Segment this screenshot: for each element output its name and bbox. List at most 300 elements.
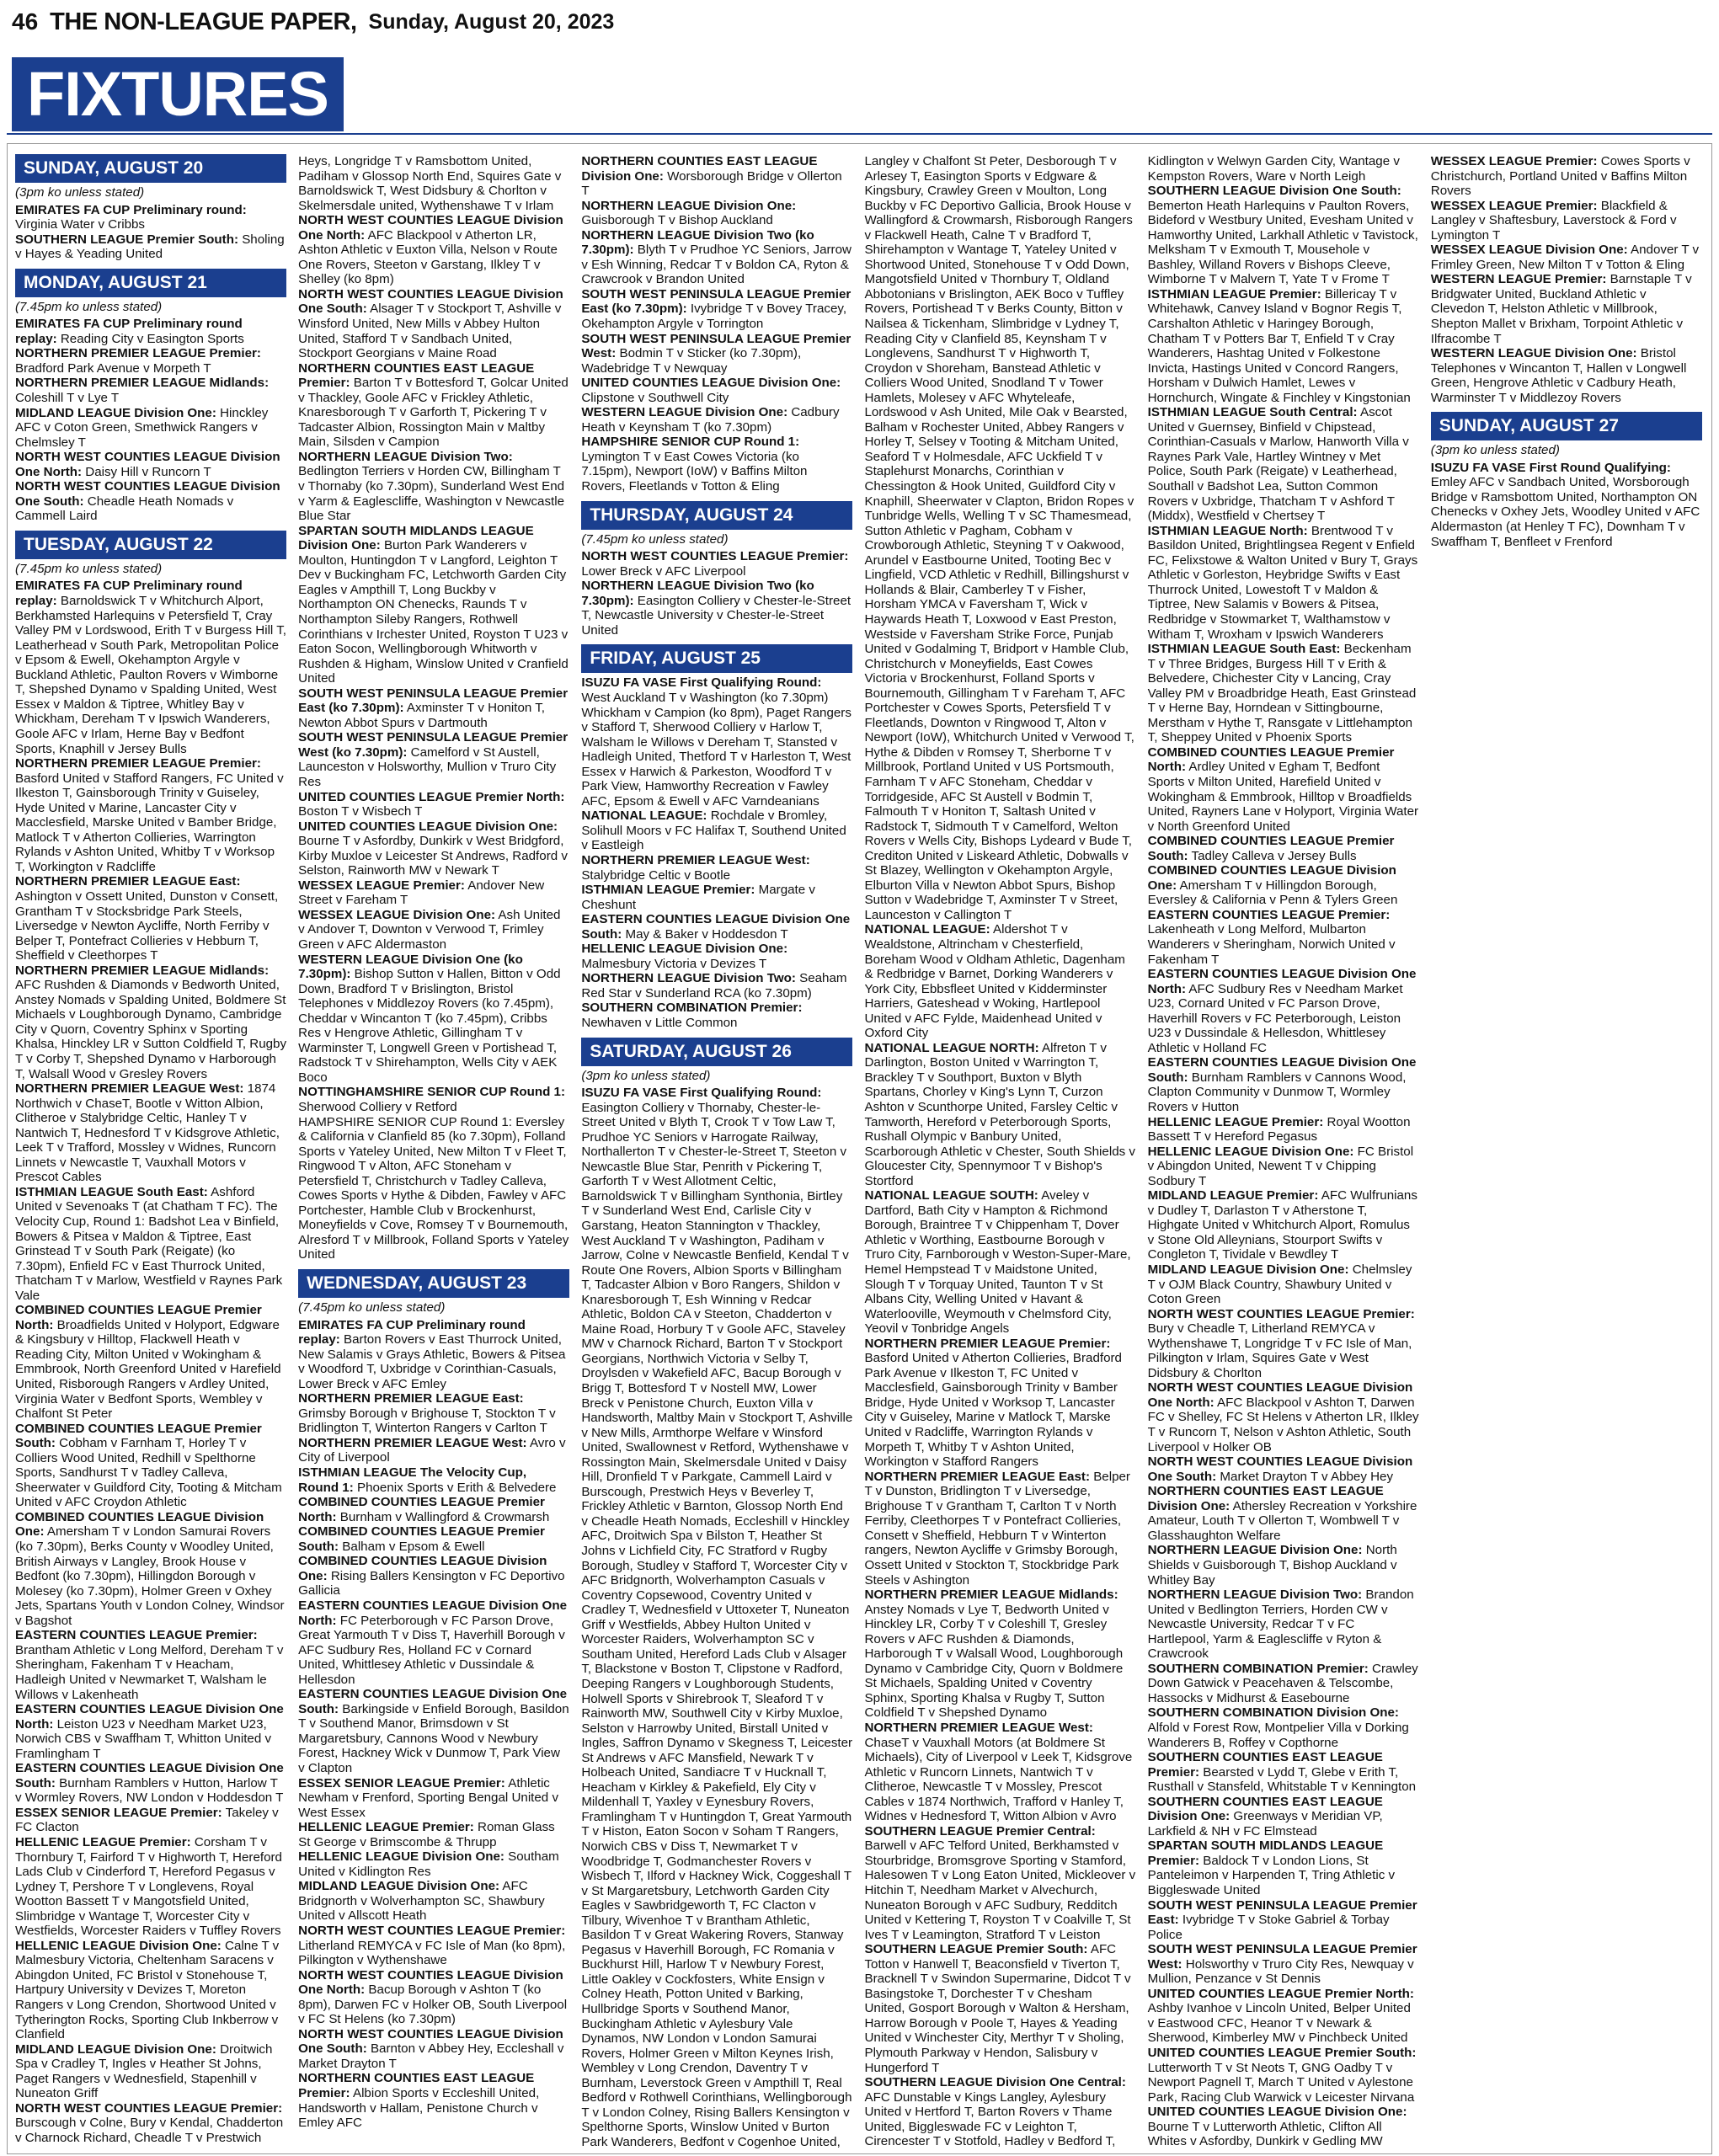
competition-name: EASTERN COUNTIES LEAGUE Division One South:: [1147, 1055, 1417, 1085]
competition-name: WESSEX LEAGUE Division One:: [1430, 243, 1628, 258]
competition-name: SOUTHERN LEAGUE Premier Central:: [864, 1823, 1096, 1838]
competition-name: SOUTHERN LEAGUE Premier South:: [864, 1942, 1088, 1957]
section-title-bar: [7, 57, 1712, 135]
competition-name: NORTHERN PREMIER LEAGUE West:: [581, 852, 810, 867]
fixture-list: FC Peterborough v FC Parson Drove, Great Yarmouth T v Diss T, Haverhill Borough v AFC Sudbury Res, Holland FC v Cornard United, Whittlesey Athletic v Dussindale & Hellesdon: [298, 1613, 565, 1687]
fixture-list: Billericay T v Whitehawk, Canvey Island v Bognor Regis T, Carshalton Athletic v Haringey Borough, Chatham T v Potters Bar T, Enfield T v Cray Wanderers, Hashtag United v Folkestone Invicta, Hastings United v Concord Rangers, Horsham v Dulwich Hamlet, Lewes v Hornchurch, Wingate & Finchley v Kingstonian: [1147, 286, 1411, 405]
fixture-entry: [1148, 1987, 1419, 2046]
competition-name: NORTH WEST COUNTIES LEAGUE Division One North:: [15, 450, 280, 479]
fixture-list: Bourne T v Lutterworth Athletic, Clifton All Whites v Asfordby, Dunkirk v Gedling MW: [1147, 2119, 1383, 2149]
fixture-list: Litherland REMYCA v FC Isle of Man (ko 8pm), Pilkington v Wythenshawe: [298, 1938, 566, 1968]
fixture-entry: [1148, 1898, 1419, 1943]
fixture-list: Lymington T v East Cowes Victoria (ko 7.15pm), Newport (IoW) v Baffins Milton Rovers, Fleetlands v Totton & Eling: [581, 449, 808, 494]
fixture-entry: [15, 963, 286, 1081]
fixture-list: Southam United v Kidlington Res: [298, 1849, 559, 1879]
competition-name: NATIONAL LEAGUE:: [581, 808, 707, 824]
fixture-list: Broadfields United v Holyport, Edgware & Kingsbury v Hilltop, Flackwell Heath v Reading City, Milton United v Wokingham & Emmbrook, North Greenford United v Harefield United, Risborough Rangers v Ardley United, Virginia Water v Bedfont Sports, Wembley v Chalfont St Peter: [15, 1317, 281, 1422]
fixture-entry: [1148, 642, 1419, 745]
fixture-list: Royal Wootton Bassett T v Hereford Pegasus: [1147, 1114, 1411, 1145]
competition-name: HELLENIC LEAGUE Division One:: [298, 1849, 504, 1865]
competition-name: NORTHERN PREMIER LEAGUE East:: [15, 874, 241, 889]
competition-name: ISTHMIAN LEAGUE The Velocity Cup, Round 1:: [298, 1465, 527, 1495]
fixture-list: Baldock T v London Lions, St Panteleimon v Harpenden T, Tring Athletic v Biggleswade United: [1147, 1853, 1396, 1897]
competition-name: EASTERN COUNTIES LEAGUE Division One South:: [15, 1761, 284, 1790]
competition-name: ISTHMIAN LEAGUE South East:: [1147, 642, 1341, 657]
fixture-list: Crawley Down Gatwick v Peacehaven & Telscombe, Hassocks v Midhurst & Easebourne: [1147, 1661, 1418, 1705]
competition-name: ISTHMIAN LEAGUE North:: [1147, 523, 1308, 538]
fixture-entry: [581, 199, 852, 228]
competition-name: HELLENIC LEAGUE Division One:: [1147, 1144, 1354, 1159]
fixture-list: Bemerton Heath Harlequins v Paulton Rovers, Bideford v Westbury United, Evesham United v Hamworthy United, Larkhall Athletic v Tavistock, Melksham T v Exmouth T, Mousehole v Bashley, Willand Rovers v Bishops Cleeve, Wimborne T v Malvern T, Yate T v Frome T: [1147, 198, 1418, 287]
fixture-list: Droitwich Spa v Cradley T, Ingles v Heather St Johns, Paget Rangers v Wednesfield, Stapenhill v Nuneaton Griff: [15, 2041, 273, 2101]
competition-name: ISUZU FA VASE First Qualifying Round:: [581, 675, 822, 691]
fixture-entry: [1148, 967, 1419, 1055]
fixture-entry: [15, 203, 286, 232]
fixture-entry: [298, 1495, 569, 1524]
fixture-list: Tadley Calleva v Jersey Bulls: [1188, 848, 1357, 863]
fixture-entry: [15, 1510, 286, 1628]
fixture-entry: [1148, 1795, 1419, 1839]
fixture-entry: [298, 790, 569, 819]
fixture-entry: [15, 1761, 286, 1806]
competition-name: EMIRATES FA CUP Preliminary round:: [15, 202, 247, 217]
fixture-entry: [15, 1806, 286, 1835]
fixture-list: Market Drayton T v Abbey Hey: [1216, 1469, 1394, 1484]
fixture-list: Hinckley AFC v Coton Green, Smethwick Rangers v Chelmsley T: [15, 405, 269, 450]
competition-name: SOUTHERN COMBINATION Premier:: [581, 1001, 803, 1016]
fixture-entry: [15, 376, 286, 405]
fixture-list: Burnham Ramblers v Cannons Wood, Clapton Community v Dunmow T, Wormley Rovers v Hutton: [1147, 1070, 1407, 1114]
fixture-list: Chelmsley T v OJM Black Country, Shawbury United v Coton Green: [1147, 1262, 1412, 1307]
fixture-entry: [15, 1939, 286, 2042]
competition-name: HELLENIC LEAGUE Premier:: [1147, 1114, 1324, 1129]
competition-name: MIDLAND LEAGUE Division One:: [1147, 1262, 1349, 1278]
fixture-list: Barnoldswick T v Whitchurch Alport, Berkhamsted Harlequins v Petersfield T, Cray Valley PM v Lordswood, Erith T v Burgess Hill T, Leatherhead v South Park, Metropolitan Police v Epsom & Ewell, Okehampton Argyle v Buckland Athletic, Paulton Rovers v Wimborne T, Shepshed Dynamo v Spalding United, West Essex v Maldon & Tiptree, Whitley Bay v Whickham, Dereham T v Ipswich Wanderers, Goole AFC v Irlam, Herne Bay v Bedfont Sports, Knaphill v Jersey Bulls: [15, 594, 287, 756]
fixture-list: Calne T v Malmesbury Victoria, Cheltenham Saracens v Abingdon United, FC Bristol v Stonehouse T, Hartpury University v Devizes T, Moreton Rangers v Long Crendon, Shortwood United v Tytherington Rocks, Sporting Club Inkberrow v Clanfield: [15, 1938, 280, 2042]
competition-name: ISTHMIAN LEAGUE Premier:: [581, 883, 755, 898]
fixture-entry: [581, 376, 852, 405]
kickoff-note: (7.45pm ko unless stated): [15, 299, 163, 314]
fixture-list: Worsborough Bridge v Ollerton T: [581, 168, 842, 199]
competition-name: UNITED COUNTIES LEAGUE Division One:: [581, 376, 841, 391]
fixture-entry: [1148, 2046, 1419, 2105]
competition-name: NORTHERN PREMIER LEAGUE Premier:: [864, 1336, 1111, 1351]
competition-name: EMIRATES FA CUP Preliminary round replay:: [15, 579, 243, 609]
fixture-list: Guisborough T v Bishop Auckland: [581, 213, 773, 228]
fixture-list: Takeley v FC Clacton: [15, 1805, 279, 1835]
competition-name: SOUTHERN COUNTIES EAST LEAGUE Premier:: [1147, 1750, 1383, 1780]
competition-name: MIDLAND LEAGUE Division One:: [298, 1879, 500, 1894]
fixture-entry: [1148, 745, 1419, 834]
fixture-list: Ashington v Ossett United, Dunston v Consett, Grantham T v Stocksbridge Park Steels, Liversedge v Newton Aycliffe, North Ferriby v Belper T, Pontefract Collieries v Hebburn T, Sheffield v Cleethorpes T: [15, 889, 279, 963]
competition-name: NORTH WEST COUNTIES LEAGUE Premier:: [298, 1923, 566, 1938]
competition-name: NORTHERN LEAGUE Division One:: [1147, 1543, 1363, 1558]
fixture-entry: [1431, 346, 1702, 405]
competition-name: EASTERN COUNTIES LEAGUE Division One South:: [298, 1687, 567, 1716]
fixture-entry: [15, 317, 286, 346]
fixture-entry: [15, 1702, 286, 1761]
kickoff-note: (7.45pm ko unless stated): [15, 561, 163, 576]
fixture-entry: [864, 1824, 1135, 1942]
fixture-list: AFC Totton v Hanwell T, Beaconsfield v Tiverton T, Bracknell T v Swindon Supermarine, Didcot T v Basingstoke T, Dorchester T v Chesham United, Gosport Borough v Walton & Hersham, Harrow Borough v Poole T, Hayes & Yeading United v Winchester City, Merthyr T v Sholing, Plymouth Parkway v Hendon, Salisbury v Hungerford T: [864, 1942, 1131, 2075]
fixture-entry: [298, 1436, 569, 1465]
fixture-entry: [1148, 834, 1419, 863]
fixture-entry: [298, 361, 569, 450]
kickoff-note: (7.45pm ko unless stated): [298, 1300, 446, 1315]
fixture-entry: [1148, 2105, 1419, 2149]
fixture-list: AFC Blackpool v Atherton LR, Ashton Athletic v Euxton Villa, Nelson v Route One Rovers, Steeton v Garstang, Ilkley T v Shelley (ko 8pm): [298, 227, 558, 287]
competition-name: NORTHERN PREMIER LEAGUE East:: [864, 1469, 1090, 1484]
fixture-list: Alsager T v Stockport T, Ashville v Winsford United, New Mills v Abbey Hulton United, Stafford T v Sandbach United, Stockport Georgians v Maine Road: [298, 302, 562, 361]
day-heading: TUESDAY, AUGUST 22: [15, 531, 286, 559]
fixture-entry: [298, 2027, 569, 2072]
competition-name: NORTHERN PREMIER LEAGUE Midlands:: [864, 1588, 1118, 1603]
fixture-list: Aldershot T v Wealdstone, Altrincham v Chesterfield, Boreham Wood v Oldham Athletic, Dagenham & Redbridge v Barnet, Dorking Wanderers v York City, Ebbsfleet United v Kidderminster Harriers, Gateshead v Woking, Hartlepool United v AFC Fylde, Maidenhead United v Oxford City: [864, 922, 1125, 1041]
fixtures-columns: [15, 154, 1702, 2150]
competition-name: UNITED COUNTIES LEAGUE Premier South:: [1147, 2046, 1417, 2060]
fixture-entry: [1148, 1543, 1419, 1588]
fixture-list: AFC Dunstable v Kings Langley, Aylesbury United v Hertford T, Barton Rovers v Thame United, Biggleswade FC v Leighton T, Cirencester T v Stotfold, Hadley v Bedford T, Kidlington v Welwyn Garden City, Wantage v Kempston Rovers, Ware v North Leigh: [864, 154, 1400, 2149]
competition-name: ISUZU FA VASE First Qualifying Round:: [581, 1086, 822, 1101]
fixture-entry: [298, 1318, 569, 1392]
fixture-entry: [581, 883, 852, 912]
competition-name: SOUTH WEST PENINSULA LEAGUE Premier East (ko 7.30pm):: [581, 286, 851, 317]
fixture-entry: [298, 1524, 569, 1554]
competition-name: WESTERN LEAGUE Division One:: [1430, 346, 1637, 361]
competition-name: ISTHMIAN LEAGUE South Central:: [1147, 405, 1358, 420]
fixture-entry: [1431, 272, 1702, 346]
competition-name: HELLENIC LEAGUE Premier:: [15, 1834, 191, 1849]
competition-name: COMBINED COUNTIES LEAGUE Premier South:: [298, 1524, 545, 1554]
competition-name: NORTHERN LEAGUE Division Two:: [581, 971, 796, 986]
fixture-list: Alfreton T v Darlington, Boston United v Warrington T, Brackley T v Southport, Buxton v Blyth Spartans, Chorley v King's Lynn T, Curzon Ashton v Scunthorpe United, Farsley Celtic v Tamworth, Hereford v Peterborough Sports, Rushall Olympic v Banbury United, Scarborough Athletic v Chester, South Shields v Gloucester City, Spennymoor T v Bishop's Stortford: [864, 1040, 1135, 1188]
competition-name: NORTHERN LEAGUE Division Two (ko 7.30pm):: [581, 227, 814, 258]
fixture-entry: [581, 332, 852, 376]
fixture-list: AFC Sudbury Res v Needham Market U23, Cornard United v FC Parson Drove, Haverhill Rovers v FC Peterborough, Leiston U23 v Dussindale & Hellesdon, Whittlesey Athletic v Holland FC: [1147, 981, 1403, 1055]
competition-name: NORTH WEST COUNTIES LEAGUE Premier:: [1147, 1306, 1415, 1321]
competition-name: COMBINED COUNTIES LEAGUE Premier South:: [15, 1421, 262, 1451]
fixture-list: Athletic Newham v Frenford, Sporting Bengal United v West Essex: [298, 1775, 559, 1820]
fixture-entry: [581, 287, 852, 332]
competition-name: WESSEX LEAGUE Premier:: [1430, 198, 1598, 213]
competition-name: NORTHERN COUNTIES EAST LEAGUE Premier:: [298, 2071, 535, 2100]
fixture-entry: [15, 450, 286, 479]
fixture-entry: [298, 1968, 569, 2027]
fixture-entry: [864, 1470, 1135, 1588]
fixture-list: Reading City v Easington Sports: [56, 331, 244, 346]
competition-name: COMBINED COUNTIES LEAGUE Premier North:: [1147, 744, 1395, 775]
fixture-list: Virginia Water v Cribbs: [15, 217, 145, 232]
fixture-list: Clipstone v Southwell City: [581, 390, 729, 405]
fixture-entry: [1148, 1188, 1419, 1262]
fixture-entry: [298, 1687, 569, 1775]
fixture-entry: [298, 1879, 569, 1924]
fixture-list: Newhaven v Little Common: [581, 1015, 738, 1030]
fixture-list: Bury v Cheadle T, Litherland REMYCA v Wythenshawe T, Longridge T v FC Isle of Man, Pilkington v Irlam, Squires Gate v West Didsbury & Chorlton: [1147, 1321, 1412, 1380]
competition-name: NORTHERN PREMIER LEAGUE West:: [864, 1720, 1093, 1735]
fixture-list: North Shields v Guisborough T, Bishop Auckland v Whitley Bay: [1147, 1543, 1397, 1588]
competition-name: SPARTAN SOUTH MIDLANDS LEAGUE Division One:: [298, 523, 534, 553]
fixture-list: Bishop Sutton v Hallen, Bitton v Odd Down, Bradford T v Brislington, Bristol Telephones v Middlezoy Rovers (ko 7.45pm), Cheddar v Wincanton T (ko 7.45pm), Cribbs Res v Hengrove Athletic, Gillingham T v Warminster T, Longwell Green v Portishead T, Radstock T v Shirehampton, Wells City v AEK Boco: [298, 967, 561, 1085]
competition-name: ISUZU FA VASE First Round Qualifying:: [1430, 460, 1671, 475]
fixture-list: Barton Rovers v East Thurrock United, New Salamis v Grays Athletic, Bowers & Pitsea v Woodford T, Uxbridge v Corinthian-Casuals, Lower Breck v AFC Emley: [298, 1332, 566, 1391]
competition-name: WESSEX LEAGUE Premier:: [1430, 154, 1598, 168]
fixture-list: Cadbury Heath v Keynsham T (ko 7.30pm): [581, 405, 840, 435]
fixture-entry: [864, 1188, 1135, 1336]
fixture-list: Aveley v Dartford, Bath City v Hampton & Richmond Borough, Braintree T v Chippenham T, Dover Athletic v Worthing, Eastbourne Borough v Truro City, Farnborough v Weston-Super-Mare, Hemel Hempstead T v Maidstone United, Slough T v Torquay United, Taunton T v St Albans City, Welling United v Havant & Waterlooville, Weymouth v Chelmsford City, Yeovil v Tonbridge Angels: [864, 1188, 1131, 1337]
competition-name: NORTH WEST COUNTIES LEAGUE Division One South:: [15, 479, 280, 509]
fixture-entry: [298, 1820, 569, 1849]
fixture-entry: [298, 819, 569, 878]
competition-name: SOUTHERN LEAGUE Division One Central:: [864, 2075, 1126, 2090]
fixture-entry: [298, 1776, 569, 1821]
competition-name: SOUTHERN LEAGUE Division One South:: [1147, 184, 1401, 199]
fixture-entry: [298, 1849, 569, 1879]
fixture-list: AFC Wulfrunians v Dudley T, Darlaston T v Atherstone T, Highgate United v Whitchurch Alport, Romulus v Stone Old Alleynians, Stourport Swifts v Congleton T, Tividale v Bewdley T: [1147, 1188, 1417, 1262]
fixture-entry: [864, 922, 1135, 1040]
competition-name: NORTHERN PREMIER LEAGUE Premier:: [15, 346, 261, 361]
fixture-list: Bodmin T v Sticker (ko 7.30pm), Wadebridge T v Newquay: [581, 346, 802, 376]
fixture-entry: [298, 1924, 569, 1968]
fixture-list: Burnham v Wallingford & Crowmarsh: [336, 1509, 550, 1524]
fixture-entry: [1431, 461, 1702, 549]
fixture-entry: [864, 1588, 1135, 1721]
fixture-entry: [1148, 524, 1419, 642]
competition-name: ISTHMIAN LEAGUE South East:: [15, 1184, 208, 1199]
fixture-list: Anstey Nomads v Lye T, Bedworth United v Hinckley LR, Corby T v Coleshill T, Gresley Rovers v AFC Rushden & Diamonds, Harborough T v Walsall Wood, Loughborough Dynamo v Cambridge City, Quorn v Boldmere St Michaels, Spalding United v Coventry Sphinx, Sporting Khalsa v Rugby T, Sutton Coldfield T v Shepshed Dynamo: [864, 1602, 1124, 1721]
fixture-entry: [15, 1835, 286, 1939]
kickoff-note: (3pm ko unless stated): [15, 185, 145, 200]
competition-name: NORTH WEST COUNTIES LEAGUE Division One North:: [298, 1967, 563, 1998]
fixture-list: Grimsby Borough v Brighouse T, Stockton T v Bridlington T, Winterton Rangers v Carlton T: [298, 1406, 556, 1436]
competition-name: EASTERN COUNTIES LEAGUE Premier:: [15, 1628, 258, 1643]
fixture-list: Amersham T v Hillingdon Borough, Eversley & California v Penn & Tylers Green: [1147, 878, 1398, 908]
day-heading: SUNDAY, AUGUST 20: [15, 154, 286, 183]
kickoff-note: (7.45pm ko unless stated): [581, 531, 729, 547]
masthead: [12, 8, 1707, 35]
fixture-entry: [581, 154, 852, 199]
competition-name: EASTERN COUNTIES LEAGUE Division One North:: [298, 1598, 567, 1628]
competition-name: MIDLAND LEAGUE Division One:: [15, 405, 216, 420]
fixture-list: Basford United v Atherton Collieries, Bradford Park Avenue v Ilkeston T, FC United v Macclesfield, Gainsborough Trinity v Bamber Bridge, Hyde United v Worksop T, Lancaster City v Guiseley, Marine v Matlock T, Marske United v Radcliffe, Warrington Rylands v Morpeth T, Whitby T v Ashton United, Workington v Stafford Rangers: [864, 1351, 1122, 1470]
competition-name: ISTHMIAN LEAGUE Premier:: [1147, 286, 1321, 302]
competition-name: COMBINED COUNTIES LEAGUE Division One:: [298, 1554, 547, 1583]
fixture-entry: [298, 1465, 569, 1495]
fixture-entry: [581, 1001, 852, 1030]
day-heading: THURSDAY, AUGUST 24: [581, 501, 852, 530]
fixture-entry: [15, 579, 286, 756]
fixture-list: Barton T v Bottesford T, Golcar United v Thackley, Goole AFC v Frickley Athletic, Knaresborough T v Garforth T, Pickering T v Tadcaster Albion, Rossington Main v Maltby Main, Silsden v Campion: [298, 376, 569, 450]
fixture-list: Roman Glass St George v Brimscombe & Thrupp: [298, 1820, 555, 1849]
fixture-entry: [1148, 1307, 1419, 1381]
fixture-list: Rising Ballers Kensington v FC Deportivo Gallicia: [298, 1568, 565, 1598]
fixture-entry: [581, 853, 852, 883]
fixture-list: HAMPSHIRE SENIOR CUP Round 1: Eversley & California v Clanfield 85 (ko 7.30pm), Folland Sports v Yateley United, New Milton T v Fleet T, Ringwood T v Alton, AFC Stoneham v Petersfield T, Christchurch v Tadley Calleva, Cowes Sports v Hythe & Dibden, Fawley v AFC Portchester, Hamble Club v Brockenhurst, Moneyfields v Cove, Romsey T v Bournemouth, Alresford T v Millbrook, Folland Sports v Yateley United: [298, 1114, 569, 1262]
fixture-list: Cobham v Farnham T, Horley T v Colliers Wood United, Redhill v Spelthorne Sports, Sandhurst T v Tadley Calleva, Sheerwater v Guildford City, Tooting & Mitcham United v AFC Croydon Athletic: [15, 1436, 282, 1510]
fixture-list: Emley AFC v Sandbach United, Worsborough Bridge v Ramsbottom United, Northampton ON Chenecks v Oxhey Jets, Woodley United v AFC Aldermaston (at Henley T FC), Downham T v Swaffham T, Benfleet v Frenford: [1430, 475, 1700, 549]
fixture-entry: [1148, 1942, 1419, 1987]
fixture-list: Cheadle Heath Nomads v Cammell Laird: [15, 494, 234, 524]
competition-name: NORTHERN LEAGUE Division Two (ko 7.30pm):: [581, 579, 814, 608]
fixture-list: Burnham Ramblers v Hutton, Harlow T v Wormley Rovers, NW London v Hoddesdon T: [15, 1775, 284, 1806]
fixture-entry: [581, 808, 852, 853]
fixture-entry: [864, 1041, 1135, 1188]
fixture-list: Camelford v St Austell, Launceston v Holsworthy, Mullion v Truro City Res: [298, 744, 557, 789]
fixture-list: Easington Colliery v Chester-le-Street T, Newcastle University v Chester-le-Street United: [581, 593, 851, 638]
day-heading: WEDNESDAY, AUGUST 23: [298, 1269, 569, 1298]
fixture-list: Leiston U23 v Needham Market U23, Norwich CBS v Swaffham T, Whitton United v Framlingham T: [15, 1716, 272, 1761]
fixture-entry: [298, 686, 569, 731]
competition-name: NATIONAL LEAGUE NORTH:: [864, 1040, 1039, 1055]
fixture-entry: [1431, 154, 1702, 199]
fixture-list: Phoenix Sports v Erith & Belvedere: [353, 1480, 557, 1495]
fixture-entry: [581, 405, 852, 435]
fixture-list: Ivybridge T v Stoke Gabriel & Torbay Police: [1147, 1913, 1390, 1942]
fixture-entry: [15, 232, 286, 262]
fixture-list: Andover T v Frimley Green, New Milton T v Totton & Eling: [1430, 243, 1700, 272]
fixture-list: Daisy Hill v Runcorn T: [82, 464, 211, 479]
fixture-list: Bourne T v Asfordby, Dunkirk v West Bridgford, Kirby Muxloe v Leicester St Andrews, Radford v Selston, Rainworth MW v Newark T: [298, 834, 568, 878]
competition-name: NORTHERN COUNTIES EAST LEAGUE Division One:: [581, 154, 818, 184]
day-heading: MONDAY, AUGUST 21: [15, 269, 286, 297]
competition-name: NORTH WEST COUNTIES LEAGUE Premier:: [15, 2100, 283, 2116]
fixture-entry: [581, 912, 852, 942]
competition-name: NORTHERN PREMIER LEAGUE East:: [298, 1391, 524, 1406]
fixture-entry: [298, 878, 569, 908]
fixture-entry: [15, 1303, 286, 1421]
fixture-list: Amersham T v London Samurai Rovers (ko 7.30pm), Berks County v Woodley United, British Airways v Langley, Brook House v Bedfont (ko 7.30pm), Hillingdon Borough v Molesey (ko 7.30pm), Holmer Green v Oxhey Jets, Spartans Youth v London Colney, Windsor v Bagshot: [15, 1524, 285, 1628]
competition-name: NORTHERN PREMIER LEAGUE Midlands:: [15, 963, 270, 978]
fixture-list: Sherwood Colliery v Retford: [298, 1100, 457, 1114]
fixture-entry: [15, 1185, 286, 1303]
competition-name: ESSEX SENIOR LEAGUE Premier:: [298, 1775, 505, 1790]
fixture-entry: [15, 479, 286, 524]
competition-name: NOTTINGHAMSHIRE SENIOR CUP Round 1:: [298, 1085, 565, 1100]
fixture-entry: [1148, 1484, 1419, 1543]
fixture-list: Holsworthy v Truro City Res, Newquay v Mullion, Penzance v St Dennis: [1147, 1956, 1414, 1987]
day-heading: FRIDAY, AUGUST 25: [581, 644, 852, 673]
fixture-entry: [1148, 1750, 1419, 1795]
fixture-list: Ivybridge T v Bovey Tracey, Okehampton Argyle v Torrington: [581, 302, 847, 332]
fixture-entry: [1148, 908, 1419, 967]
competition-name: EASTERN COUNTIES LEAGUE Division One North:: [15, 1702, 284, 1732]
fixture-entry: [1148, 184, 1419, 287]
fixture-entry: [581, 971, 852, 1001]
fixture-list: Balham v Epsom & Ewell: [339, 1539, 485, 1554]
competition-name: NORTH WEST COUNTIES LEAGUE Premier:: [581, 549, 849, 564]
fixture-list: Boston T v Wisbech T: [298, 804, 423, 819]
competition-name: SOUTH WEST PENINSULA LEAGUE Premier East (ko 7.30pm):: [298, 686, 569, 716]
competition-name: UNITED COUNTIES LEAGUE Premier North:: [1147, 1986, 1414, 2001]
fixture-entry: [581, 549, 852, 579]
competition-name: SPARTAN SOUTH MIDLANDS LEAGUE Premier:: [1147, 1838, 1384, 1868]
competition-name: COMBINED COUNTIES LEAGUE Premier North:: [15, 1303, 262, 1332]
fixture-entry: [298, 1115, 569, 1262]
fixture-list: Cowes Sports v Christchurch, Portland United v Baffins Milton Rovers: [1430, 154, 1690, 199]
competition-name: COMBINED COUNTIES LEAGUE Division One:: [15, 1509, 264, 1540]
paper-name: THE NON-LEAGUE PAPER,: [50, 8, 357, 35]
fixture-list: Albion Sports v Eccleshill United, Handsworth v Hallam, Penistone Church v Emley AFC: [298, 2086, 540, 2131]
fixture-entry: [1431, 199, 1702, 243]
fixture-list: Blackfield & Langley v Shaftesbury, Laverstock & Ford v Lymington T: [1430, 198, 1677, 243]
competition-name: COMBINED COUNTIES LEAGUE Premier North:: [298, 1495, 545, 1524]
competition-name: SOUTH WEST PENINSULA LEAGUE Premier West:: [1147, 1942, 1417, 1972]
fixture-list: Rochdale v Bromley, Solihull Moors v FC Halifax T, Southend United v Eastleigh: [581, 808, 846, 853]
competition-name: ESSEX SENIOR LEAGUE Premier:: [15, 1805, 222, 1820]
fixture-entry: [298, 1598, 569, 1687]
fixture-list: West Auckland T v Washington (ko 7.30pm) Whickham v Campion (ko 8pm), Paget Rangers v Stafford T, Sherwood Colliery v Harlow T, Walsham le Willows v Dereham T, Stansted v Hadleigh United, Thetford T v Harleston T, West Essex v Harwich & Parkeston, Woodford T v Park View, Hamworthy Recreation v Fawley AFC, Epsom & Ewell v AFC Varndeanians: [581, 690, 851, 808]
fixture-entry: [298, 213, 569, 287]
fixture-entry: [1148, 1115, 1419, 1145]
fixture-list: Corsham T v Thornbury T, Fairford T v Highworth T, Hereford Lads Club v Cinderford T, Hereford Pegasus v Lydney T, Pershore T v Longlevens, Royal Wootton Bassett T v Mangotsfield United, Slimbridge v Wantage T, Worcester City v Westfields, Worcester Raiders v Tuffley Rovers: [15, 1834, 282, 1939]
fixture-entry: [298, 1391, 569, 1436]
competition-name: NORTHERN PREMIER LEAGUE West:: [15, 1081, 244, 1097]
competition-name: HELLENIC LEAGUE Premier:: [298, 1820, 474, 1835]
fixture-list: Barnstaple T v Bridgwater United, Buckland Athletic v Clevedon T, Helston Athletic v Millbrook, Shepton Mallet v Brixham, Torpoint Athletic v Ilfracombe T: [1430, 272, 1692, 346]
competition-name: WESSEX LEAGUE Premier:: [298, 878, 465, 893]
competition-name: EASTERN COUNTIES LEAGUE Premier:: [1147, 907, 1391, 922]
fixture-list: Barkingside v Enfield Borough, Basildon T v Southend Manor, Brimsdown v St Margaretsbury, Cannons Wood v Newbury Forest, Hackney Wick v Dunmow T, Park View v Clapton: [298, 1701, 569, 1775]
fixture-entry: [298, 524, 569, 686]
fixture-entry: [15, 1081, 286, 1185]
fixture-list: Avro v City of Liverpool: [298, 1435, 566, 1465]
competition-name: SOUTHERN COMBINATION Division One:: [1147, 1705, 1399, 1721]
fixture-entry: [298, 287, 569, 361]
fixture-entry: [15, 2042, 286, 2101]
fixture-list: Barnton v Abbey Hey, Eccleshall v Market Drayton T: [298, 2041, 564, 2071]
competition-name: EASTERN COUNTIES LEAGUE Division One South:: [581, 912, 851, 942]
day-heading: SATURDAY, AUGUST 26: [581, 1038, 852, 1066]
competition-name: SOUTHERN COUNTIES EAST LEAGUE Division One:: [1147, 1794, 1383, 1824]
fixture-entry: [15, 874, 286, 963]
fixture-list: Coleshill T v Lye T: [15, 391, 120, 406]
fixture-entry: [298, 730, 569, 789]
competition-name: WESTERN LEAGUE Division One:: [581, 405, 788, 420]
competition-name: UNITED COUNTIES LEAGUE Division One:: [298, 819, 558, 834]
fixture-list: Bacup Borough v Ashton T (ko 8pm), Darwen FC v Holker OB, South Liverpool v FC St Helens (ko 7.30pm): [298, 1983, 568, 2027]
fixture-entry: [864, 1337, 1135, 1470]
competition-name: NORTH WEST COUNTIES LEAGUE Division One North:: [298, 213, 563, 243]
fixture-entry: [298, 450, 569, 524]
fixture-entry: [1148, 1262, 1419, 1307]
fixture-list: Margate v Cheshunt: [581, 883, 815, 912]
competition-name: NATIONAL LEAGUE SOUTH:: [864, 1188, 1038, 1203]
fixture-entry: [298, 908, 569, 953]
fixture-list: Basford United v Stafford Rangers, FC United v Ilkeston T, Gainsborough Trinity v Guiseley, Hyde United v Marine, Lancaster City v Macclesfield, Marske United v Bamber Bridge, Matlock T v Atherton Collieries, Warrington Rylands v Ashton United, Whitby T v Worksop T, Workington v Radcliffe: [15, 771, 284, 874]
fixture-list: Lower Breck v AFC Liverpool: [581, 563, 746, 579]
fixture-list: Ascot United v Guernsey, Binfield v Chipstead, Corinthian-Casuals v Marlow, Hanworth Villa v Raynes Park Vale, Hartley Wintney v Met Police, South Park (Reigate) v Leatherhead, Southall v Badshot Lea, Sutton Common Rovers v Uxbridge, Thatcham T v Ashford T (Middx), Westfield v Chertsey T: [1147, 405, 1409, 524]
competition-name: UNITED COUNTIES LEAGUE Division One:: [1147, 2105, 1407, 2120]
competition-name: EMIRATES FA CUP Preliminary round replay:: [15, 317, 243, 346]
competition-name: SOUTHERN LEAGUE Premier South:: [15, 232, 238, 247]
fixture-entry: [581, 228, 852, 287]
competition-name: UNITED COUNTIES LEAGUE Premier North:: [298, 789, 565, 804]
competition-name: NATIONAL LEAGUE:: [864, 922, 990, 937]
competition-name: NORTH WEST COUNTIES LEAGUE Division One South:: [298, 286, 563, 317]
fixture-list: Ashford United v Sevenoaks T (at Chatham T FC). The Velocity Cup, Round 1: Badshot Lea v Binfield, Bowers & Pitsea v Maldon & Tiptree, East Grinstead T v South Park (Reigate) (ko 7.30pm), Enfield FC v East Thurrock United, Thatcham T v Marlow, Westfield v Raynes Park Vale: [15, 1184, 283, 1303]
fixture-entry: [298, 1554, 569, 1598]
fixture-entry: [298, 1085, 569, 1114]
competition-name: HAMPSHIRE SENIOR CUP Round 1:: [581, 435, 800, 450]
fixture-list: Seaham Red Star v Sunderland RCA (ko 7.30pm): [581, 971, 847, 1001]
fixture-entry: [581, 942, 852, 971]
fixture-entry: [581, 579, 852, 638]
fixture-entry: [15, 346, 286, 376]
fixture-entry: [298, 953, 569, 1086]
fixture-list: Brentwood T v Basildon United, Brightlingsea Regent v Enfield FC, Felixstowe & Walton United v Bury T, Grays Athletic v Gorleston, Heybridge Swifts v East Thurrock United, Lowestoft T v Maldon & Tiptree, New Salamis v Bowers & Pitsea, Redbridge v Stowmarket T, Walthamstow v Witham T, Wroxham v Ipswich Wanderers: [1147, 523, 1418, 642]
fixture-list: Brandon United v Bedlington Terriers, Horden CW v Newcastle University, Redcar T v FC Hartlepool, Yarm & Eaglescliffe v Ryton & Crawcrook: [1147, 1588, 1414, 1662]
fixture-list: Brantham Athletic v Long Melford, Dereham T v Sheringham, Fakenham T v Heacham, Hadleigh United v Newmarket T, Walsham le Willows v Lakenheath: [15, 1642, 284, 1702]
